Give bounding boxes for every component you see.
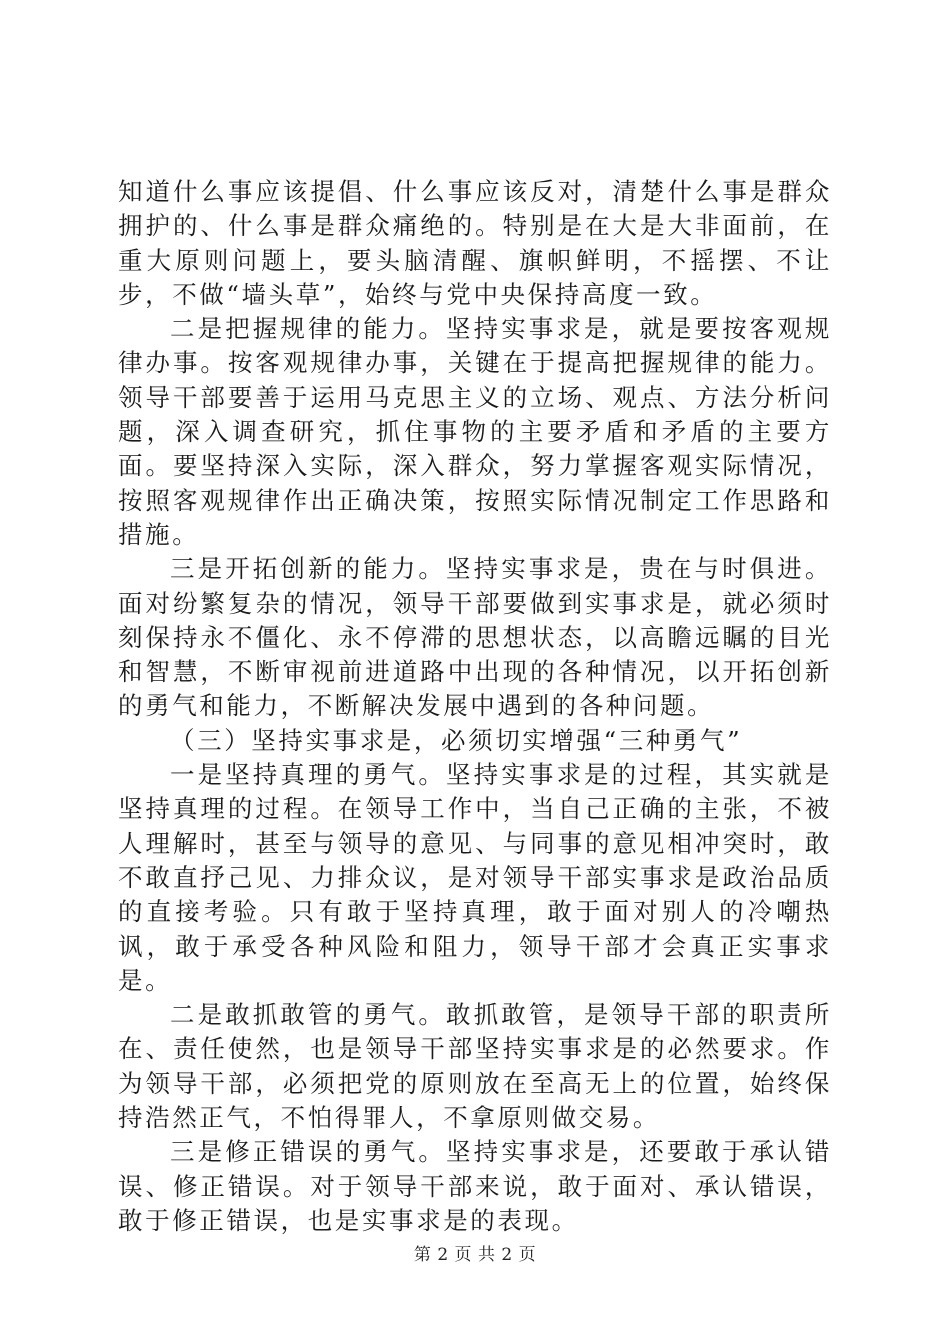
paragraph-correct-errors: 三是修正错误的勇气。坚持实事求是，还要敢于承认错误、修正错误。对于领导干部来说，敢于面对、承认错误，敢于修正错误，也是实事求是的表现。 xyxy=(118,1137,832,1235)
page-footer: 第 2 页 共 2 页 xyxy=(413,1245,537,1265)
paragraph-innovation: 三是开拓创新的能力。坚持实事求是，贵在与时俱进。面对纷繁复杂的情况，领导干部要做到实事求是，就必须时刻保持永不僵化、永不停滞的思想状态，以高瞻远瞩的目光和智慧，不断审视前进道路中出现的各种情况，以开拓创新的勇气和能力，不断解决发展中遇到的各种问题。 xyxy=(118,554,832,721)
paragraph-manage-courage: 二是敢抓敢管的勇气。敢抓敢管，是领导干部的职责所在、责任使然，也是领导干部坚持实事求是的必然要求。作为领导干部，必须把党的原则放在至高无上的位置，始终保持浩然正气，不怕得罪人，不拿原则做交易。 xyxy=(118,1000,832,1133)
paragraph-continuation: 知道什么事应该提倡、什么事应该反对，清楚什么事是群众拥护的、什么事是群众痛绝的。特别是在大是大非面前，在重大原则问题上，要头脑清醒、旗帜鲜明，不摇摆、不让步，不做“墙头草”，始终与党中央保持高度一致。 xyxy=(118,177,832,309)
paragraph-truth-courage: 一是坚持真理的勇气。坚持实事求是的过程，其实就是坚持真理的过程。在领导工作中，当自己正确的主张，不被人理解时，甚至与领导的意见、与同事的意见相冲突时，敢不敢直抒己见、力排众议，是对领导干部实事求是政治品质的直接考验。只有敢于坚持真理，敢于面对别人的冷嘲热讽，敢于承受各种风险和阻力，领导干部才会真正实事求是。 xyxy=(118,760,832,995)
document-body xyxy=(118,175,832,1238)
paragraph-grasp-laws: 二是把握规律的能力。坚持实事求是，就是要按客观规律办事。按客观规律办事，关键在于提高把握规律的能力。领导干部要善于运用马克思主义的立场、观点、方法分析问题，深入调查研究，抓住事物的主要矛盾和矛盾的主要方面。要坚持深入实际，深入群众，努力掌握客观实际情况，按照客观规律作出正确决策，按照实际情况制定工作思路和措施。 xyxy=(118,314,832,549)
section-heading-three-courages: （三）坚持实事求是，必须切实增强“三种勇气” xyxy=(170,725,743,755)
